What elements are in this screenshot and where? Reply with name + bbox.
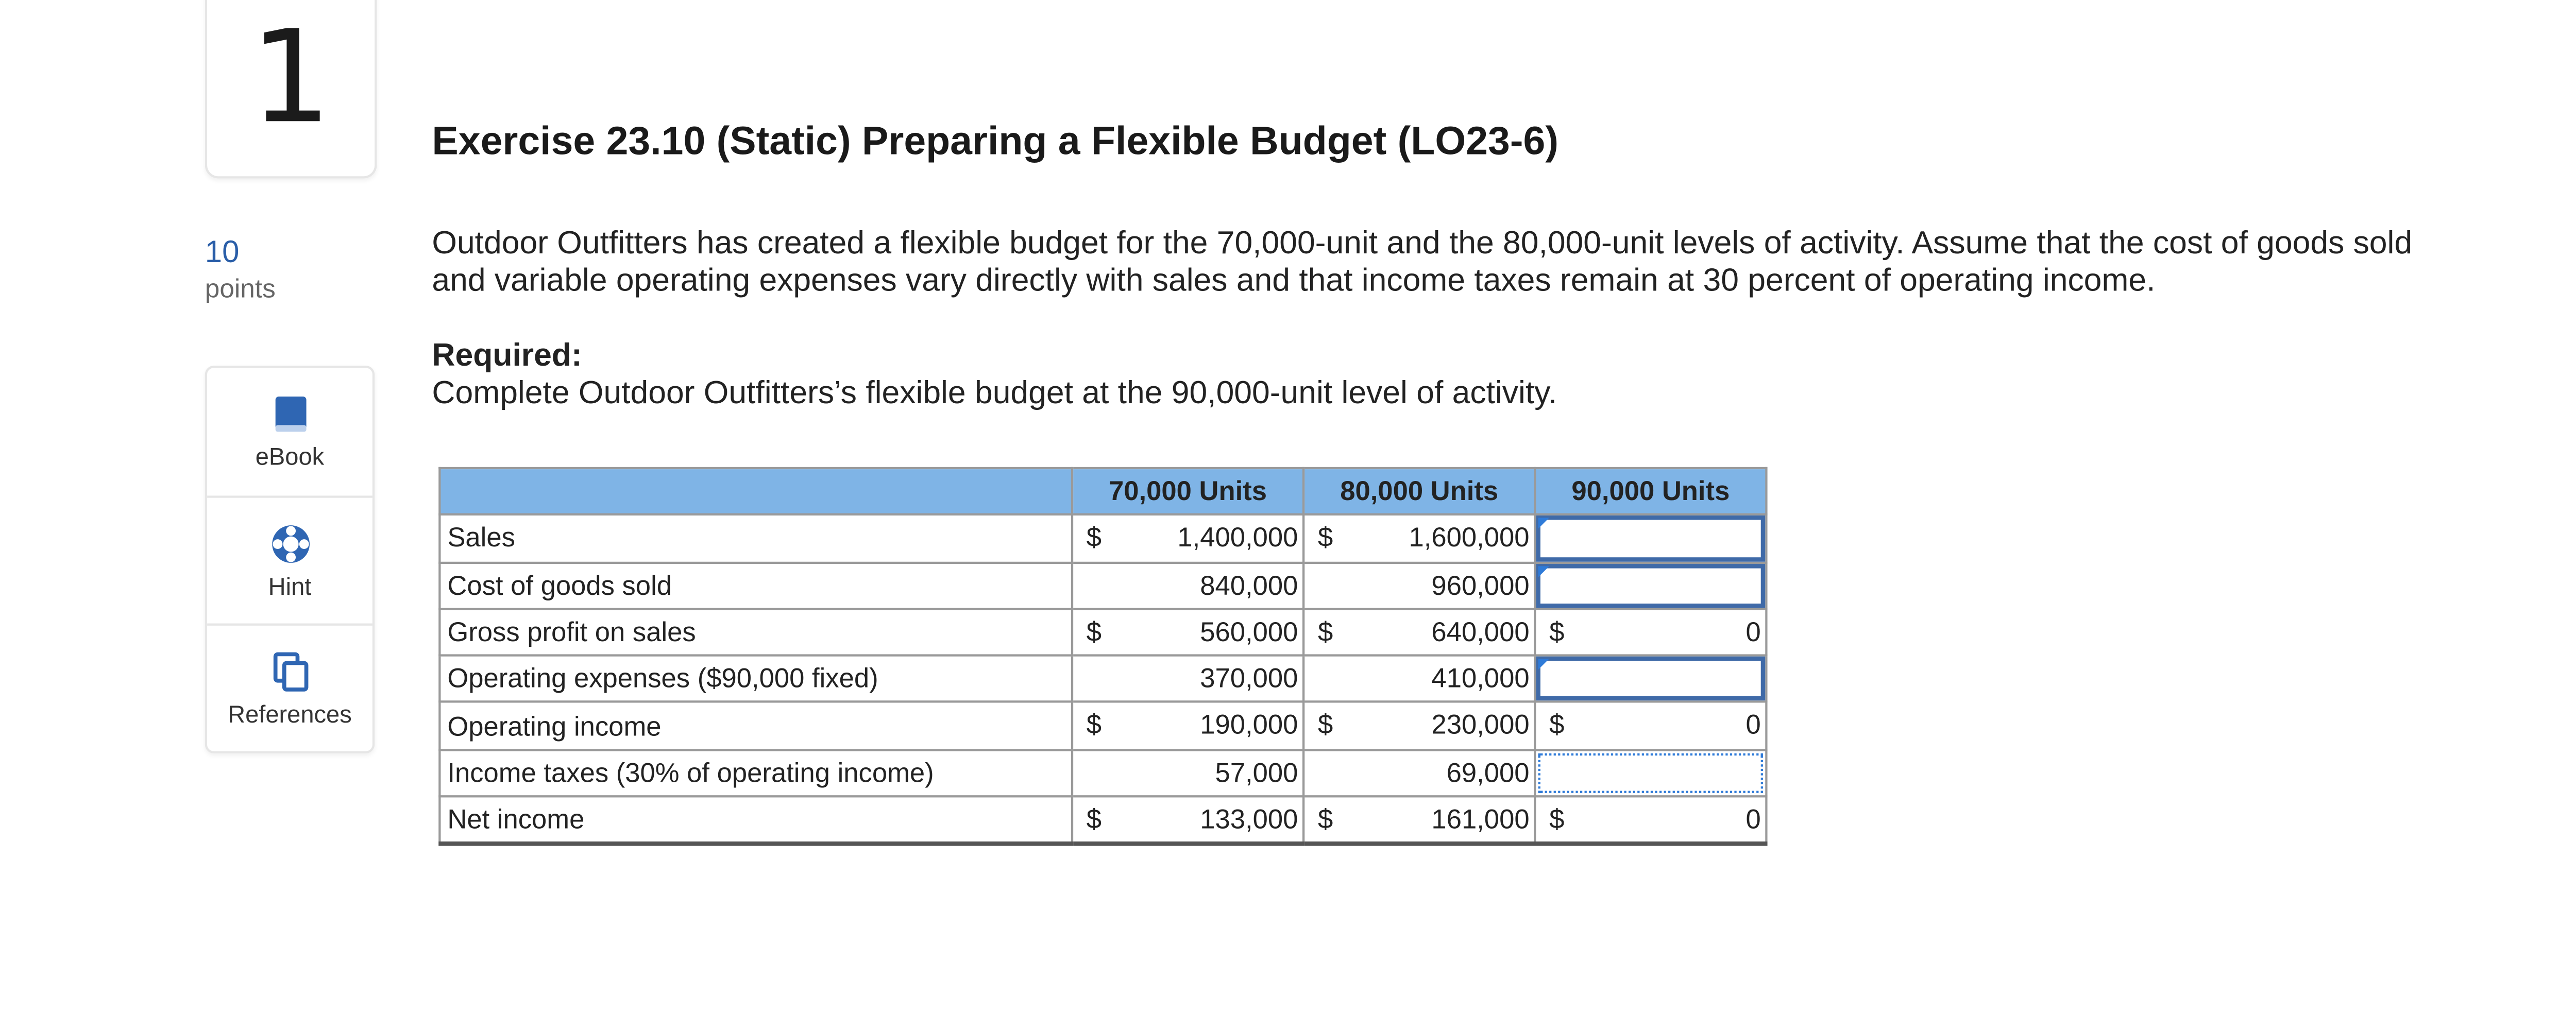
row-label: Cost of goods sold — [439, 562, 1072, 609]
cell-value: 161,000 — [1431, 804, 1530, 835]
currency-symbol: $ — [1317, 523, 1333, 554]
currency-symbol: $ — [1086, 523, 1102, 554]
column-header-80000: 80,000 Units — [1303, 468, 1535, 515]
answer-input[interactable] — [1536, 563, 1765, 608]
table-row — [439, 515, 1766, 562]
cell-value: 57,000 — [1215, 757, 1298, 788]
table-row — [439, 702, 1766, 749]
points-value: 10 — [205, 233, 240, 269]
references-icon — [268, 649, 312, 693]
cell-value: 960,000 — [1431, 570, 1530, 601]
currency-symbol: $ — [1549, 804, 1565, 835]
answer-cell — [1535, 656, 1766, 702]
cell-value: 0 — [1745, 710, 1761, 742]
computed-cell — [1535, 609, 1766, 656]
cell-value: 840,000 — [1200, 570, 1298, 601]
hint-icon — [268, 521, 312, 565]
row-label: Operating income — [439, 702, 1072, 749]
flexible-budget-table — [438, 467, 1767, 847]
required-text: Complete Outdoor Outfitters’s flexible budget at the 90,000-unit level of activity. — [432, 376, 1557, 412]
value-cell — [1072, 609, 1303, 656]
value-cell — [1303, 750, 1535, 797]
cell-value: 133,000 — [1200, 804, 1298, 835]
ebook-button[interactable] — [207, 368, 372, 493]
cell-value: 640,000 — [1431, 616, 1530, 648]
table-row — [439, 562, 1766, 609]
required-heading: Required: — [432, 339, 582, 375]
value-cell — [1072, 656, 1303, 702]
ebook-label: eBook — [255, 443, 325, 471]
cell-value: 560,000 — [1200, 616, 1298, 648]
references-button[interactable] — [207, 624, 372, 751]
column-header-90000: 90,000 Units — [1535, 468, 1766, 515]
value-cell — [1303, 562, 1535, 609]
header-blank-cell — [439, 468, 1072, 515]
row-label: Net income — [439, 797, 1072, 845]
value-cell — [1303, 702, 1535, 749]
currency-symbol: $ — [1549, 616, 1565, 648]
currency-symbol: $ — [1086, 616, 1102, 648]
question-number: 1 — [205, 0, 377, 178]
exercise-title: Exercise 23.10 (Static) Preparing a Flexible Budget (LO23-6) — [432, 118, 1558, 163]
table-header-row — [439, 468, 1766, 515]
cell-value: 0 — [1745, 616, 1761, 648]
cell-value: 1,400,000 — [1177, 523, 1298, 554]
references-label: References — [228, 701, 352, 728]
row-label: Income taxes (30% of operating income) — [439, 750, 1072, 797]
answer-input[interactable] — [1536, 516, 1765, 561]
column-header-70000: 70,000 Units — [1072, 468, 1303, 515]
currency-symbol: $ — [1549, 710, 1565, 742]
cell-value: 0 — [1745, 804, 1761, 835]
currency-symbol: $ — [1086, 804, 1102, 835]
value-cell — [1072, 562, 1303, 609]
table-row — [439, 656, 1766, 702]
ebook-icon — [268, 391, 312, 435]
value-cell — [1072, 702, 1303, 749]
cell-value: 69,000 — [1446, 757, 1530, 788]
tools-panel — [205, 366, 375, 753]
value-cell — [1303, 797, 1535, 845]
row-label: Operating expenses ($90,000 fixed) — [439, 656, 1072, 702]
table-row — [439, 750, 1766, 797]
value-cell — [1303, 656, 1535, 702]
answer-cell — [1535, 562, 1766, 609]
answer-input[interactable] — [1538, 753, 1763, 793]
cell-value: 230,000 — [1431, 710, 1530, 742]
hint-label: Hint — [268, 574, 312, 600]
hint-button[interactable] — [207, 495, 372, 623]
value-cell — [1303, 515, 1535, 562]
cell-value: 1,600,000 — [1409, 523, 1530, 554]
currency-symbol: $ — [1086, 710, 1102, 742]
value-cell — [1072, 515, 1303, 562]
computed-cell — [1535, 702, 1766, 749]
answer-cell — [1535, 515, 1766, 562]
currency-symbol: $ — [1317, 804, 1333, 835]
points-label: points — [205, 273, 276, 304]
currency-symbol: $ — [1317, 616, 1333, 648]
value-cell — [1072, 750, 1303, 797]
exercise-description: Outdoor Outfitters has created a flexible budget for the 70,000-unit and the 80,000-unit levels of activity. Assume that the cost of goods sold and variable operating expenses vary directly with sales and that income taxes remain at 30 percent of operating income. — [432, 227, 2413, 299]
cell-value: 190,000 — [1200, 710, 1298, 742]
value-cell — [1303, 609, 1535, 656]
computed-cell — [1535, 797, 1766, 845]
currency-symbol: $ — [1317, 710, 1333, 742]
cell-value: 370,000 — [1200, 663, 1298, 695]
answer-input[interactable] — [1536, 657, 1765, 701]
value-cell — [1072, 797, 1303, 845]
table-row — [439, 797, 1766, 845]
row-label: Gross profit on sales — [439, 609, 1072, 656]
table-row — [439, 609, 1766, 656]
answer-cell — [1535, 750, 1766, 797]
row-label: Sales — [439, 515, 1072, 562]
cell-value: 410,000 — [1431, 663, 1530, 695]
